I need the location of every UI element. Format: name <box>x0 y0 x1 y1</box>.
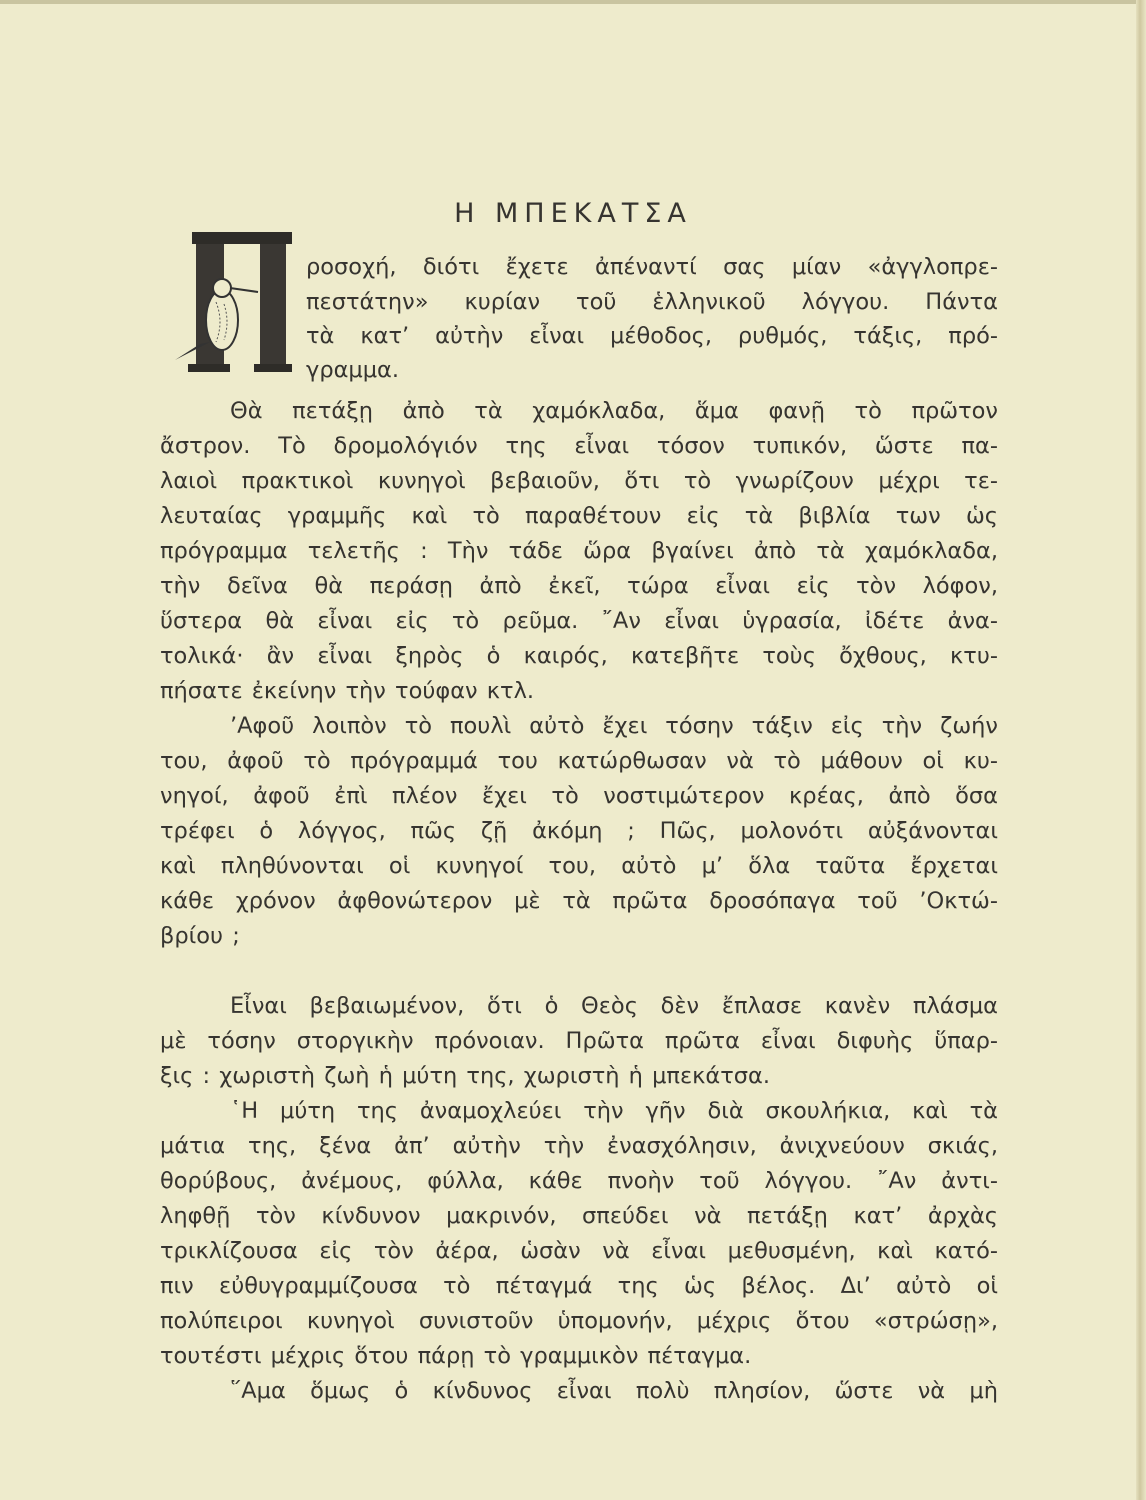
text-line: μὲ τόσην στοργικὴν πρόνοιαν. Πρῶτα πρῶτα εἶναι διφυὴς ὕπαρ- <box>160 1028 998 1054</box>
text-line: ξις : χωριστὴ ζωὴ ἡ μύτη της, χωριστὴ ἡ μπεκάτσα. <box>160 1063 770 1089</box>
text-line: νηγοί, ἀφοῦ ἐπὶ πλέον ἔχει τὸ νοστιμώτερον κρέας, ἀπὸ ὅσα <box>160 783 998 809</box>
text-line: πιν εὐθυγραμμίζουσα τὸ πέταγμά της ὡς βέλος. Δι’ αὐτὸ οἱ <box>160 1273 998 1299</box>
text-line: λαιοὶ πρακτικοὶ κυνηγοὶ βεβαιοῦν, ὅτι τὸ γνωρίζουν μέχρι τε- <box>160 468 998 494</box>
text-line: πήσατε ἐκείνην τὴν τούφαν κτλ. <box>160 678 535 704</box>
text-line: ἄστρον. Τὸ δρομολόγιόν της εἶναι τόσον τυπικόν, ὥστε πα- <box>160 433 998 459</box>
text-line: ’Αφοῦ λοιπὸν τὸ πουλὶ αὐτὸ ἔχει τόσην τάξιν εἰς τὴν ζωήν <box>230 713 998 739</box>
page-title: Η ΜΠΕΚΑΤΣΑ <box>454 198 692 230</box>
text-line: βρίου ; <box>160 923 240 949</box>
text-line: ροσοχή, διότι ἔχετε ἀπέναντί σας μίαν «ἀγγλοπρε- <box>306 254 998 280</box>
text-line: θορύβους, ἀνέμους, φύλλα, κάθε πνοὴν τοῦ λόγγου. ῎Αν ἀντι- <box>160 1168 998 1194</box>
text-line: του, ἀφοῦ τὸ πρόγραμμά του κατώρθωσαν νὰ τὸ μάθουν οἱ κυ- <box>160 748 998 774</box>
text-line: Εἶναι βεβαιωμένον, ὅτι ὁ Θεὸς δὲν ἔπλασε κανὲν πλάσμα <box>230 993 998 1019</box>
text-line: τρέφει ὁ λόγγος, πῶς ζῇ ἀκόμη ; Πῶς, μολονότι αὐξάνονται <box>160 818 998 844</box>
text-line: ῞Αμα ὅμως ὁ κίνδυνος εἶναι πολὺ πλησίον, ὥστε νὰ μὴ <box>230 1378 998 1404</box>
text-line: τολικά· ἂν εἶναι ξηρὸς ὁ καιρός, κατεβῆτε τοὺς ὄχθους, κτυ- <box>160 643 998 669</box>
page-top-edge <box>0 0 1146 4</box>
text-line: τὰ κατ’ αὐτὴν εἶναι μέθοδος, ρυθμός, τάξις, πρό- <box>306 323 998 349</box>
text-line: λευταίας γραμμῆς καὶ τὸ παραθέτουν εἰς τὰ βιβλία των ὡς <box>160 503 998 529</box>
text-line: πολύπειροι κυνηγοὶ συνιστοῦν ὑπομονήν, μέχρις ὅτου «στρώσῃ», <box>160 1308 998 1334</box>
text-line: ὕστερα θὰ εἶναι εἰς τὸ ρεῦμα. ῎Αν εἶναι ὑγρασία, ἰδέτε ἀνα- <box>160 608 998 634</box>
text-line: ληφθῇ τὸν κίνδυνον μακρινόν, σπεύδει νὰ πετάξῃ κατ’ ἀρχὰς <box>160 1203 998 1229</box>
text-line: Θὰ πετάξῃ ἀπὸ τὰ χαμόκλαδα, ἅμα φανῇ τὸ πρῶτον <box>230 398 998 424</box>
text-line: τουτέστι μέχρις ὅτου πάρῃ τὸ γραμμικὸν πέταγμα. <box>160 1343 752 1369</box>
text-line: τρικλίζουσα εἰς τὸν ἀέρα, ὡσὰν νὰ εἶναι μεθυσμένη, καὶ κατό- <box>160 1238 998 1264</box>
text-line: κάθε χρόνον ἀφθονώτερον μὲ τὰ πρῶτα δροσόπαγα τοῦ ’Οκτώ- <box>160 888 998 914</box>
text-line: μάτια της, ξένα ἀπ’ αὐτὴν τὴν ἐνασχόλησιν, ἀνιχνεύουν σκιάς, <box>160 1133 998 1159</box>
text-line: καὶ πληθύνονται οἱ κυνηγοί του, αὐτὸ μ’ ὅλα ταῦτα ἔρχεται <box>160 853 998 879</box>
text-line: τὴν δεῖνα θὰ περάσῃ ἀπὸ ἐκεῖ, τώρα εἶναι εἰς τὸν λόφον, <box>160 573 998 599</box>
text-line: γραμμα. <box>306 357 400 383</box>
text-line: πεστάτην» κυρίαν τοῦ ἑλληνικοῦ λόγγου. Πάντα <box>306 289 998 315</box>
drop-cap-pi-with-bird-illustration <box>170 232 292 372</box>
text-line: πρόγραμμα τελετῆς : Τὴν τάδε ὥρα βγαίνει ἀπὸ τὰ χαμόκλαδα, <box>160 538 998 564</box>
text-line: ῾Η μύτη της ἀναμοχλεύει τὴν γῆν διὰ σκουλήκια, καὶ τὰ <box>230 1098 998 1124</box>
